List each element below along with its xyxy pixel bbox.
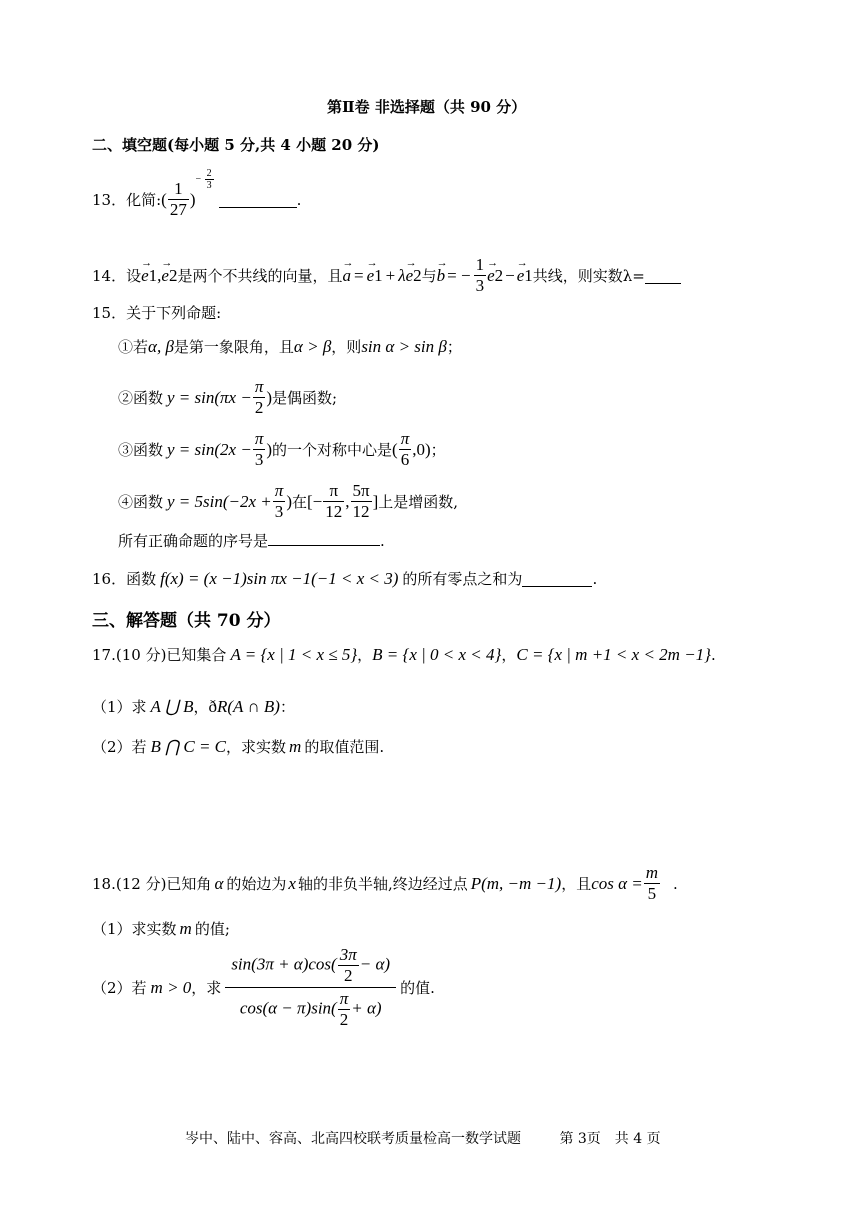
text: 是两个不共线的向量，且 (177, 267, 343, 286)
text: 是第一象限角，且 (173, 338, 294, 356)
math-expr: (A ∩ B) (227, 696, 280, 716)
text: 设 (126, 267, 142, 286)
text: ③函数 (118, 441, 164, 460)
numerator-part: − α) (359, 954, 391, 974)
set-c: C = {x | m +1 < x < 2m −1} (516, 644, 711, 664)
question-13: 13． 化简: ( $\frac{1}{27}$ ) − $\frac{2}{3}$ . (92, 167, 302, 219)
fraction-numerator: π (339, 989, 349, 1009)
math-expr: y = 5sin(−2x + (167, 491, 272, 511)
question-number: 16． (92, 570, 127, 588)
text: 的所有零点之和为 (402, 570, 523, 588)
equals: = (353, 265, 364, 285)
fraction-denominator: 12 (351, 501, 372, 522)
question-lead: 化简: (126, 191, 162, 210)
proposition-1 (118, 336, 462, 357)
text: 与 (421, 267, 437, 286)
question-14: 14． 设 → e 1 , → e 2 是两个不共线的向量，且 → a = → e 1 + λ → e 2 与 → b = − $\frac{1}{3}$ → e 2 − → e 1 共线，则实数λ= (92, 256, 681, 295)
paren: ( (392, 439, 398, 459)
question-number: 13． (92, 191, 127, 210)
math-vars: α, β (148, 336, 174, 356)
text: 已知角 (166, 875, 212, 894)
math-var: m (289, 736, 302, 756)
fraction-denominator: 6 (399, 449, 412, 470)
denominator-part: cos(α − π)sin( (239, 998, 337, 1018)
paren: ) (266, 387, 273, 407)
text: 是偶函数; (272, 389, 338, 408)
period: . (592, 569, 598, 588)
question-16 (92, 568, 597, 589)
bracket: ] (372, 491, 379, 511)
period: . (673, 874, 678, 893)
text: ，且 (561, 875, 592, 894)
set-a: A = {x | 1 < x ≤ 5} (230, 644, 358, 664)
math-var: α (214, 873, 224, 893)
text: 关于下列命题: (126, 304, 222, 322)
proposition-4 (118, 482, 458, 521)
text: 的一个对称中心是 (272, 441, 393, 460)
period: . (296, 190, 302, 209)
denominator-part: + α) (351, 998, 382, 1018)
text: ①若 (118, 338, 149, 356)
question-number: 15． (92, 304, 127, 322)
fraction-denominator: 3 (253, 449, 266, 470)
question-number: 17. (92, 645, 116, 664)
period: . (710, 645, 716, 664)
question-18 (92, 864, 678, 903)
fraction-denominator: 27 (169, 199, 187, 219)
exponent-numerator: 2 (206, 167, 212, 179)
math-condition: α > β (293, 336, 332, 356)
part-label: （1）求实数 (92, 920, 177, 938)
numerator-part: sin(3π + α)cos( (231, 954, 337, 974)
proposition-2 (118, 378, 337, 417)
comma: ， (193, 698, 209, 716)
fraction-denominator: 2 (253, 397, 266, 418)
fraction-numerator: 5π (352, 481, 370, 500)
set-b: B = {x | 0 < x < 4} (372, 644, 502, 664)
text: 已知集合 (166, 646, 227, 664)
point-end: ,0) (412, 439, 431, 459)
text: ④函数 (118, 493, 164, 512)
answer-blank[interactable] (522, 571, 592, 587)
math-condition: m > 0 (150, 977, 192, 997)
math-expr: y = sin(πx − (167, 387, 252, 407)
text: 上是增函数, (378, 493, 459, 512)
math-point: P(m, −m −1) (470, 873, 562, 893)
proposition-3 (118, 430, 446, 469)
part-label: （2）若 (92, 738, 147, 756)
section-heading-fill-blank: 二、填空题(每小题 5 分,共 4 小题 20 分) (92, 136, 380, 154)
text: ，则 (331, 338, 362, 356)
answer-blank[interactable] (268, 530, 380, 546)
question-18-part2 (92, 946, 435, 1029)
question-18-part1 (92, 918, 230, 939)
math-var: x (288, 873, 296, 893)
text: 的始边为 (226, 875, 287, 894)
text: ； (430, 441, 446, 460)
fraction-denominator: 5 (644, 883, 660, 904)
exponent-denominator: 3 (206, 179, 212, 191)
plus: + (385, 265, 396, 285)
part-label: （1）求 (92, 698, 147, 716)
math-var: m (179, 918, 192, 938)
big-fraction (225, 946, 396, 1029)
math-result: sin α > sin β (361, 336, 447, 356)
text: ： (279, 698, 295, 716)
text: 的取值范围. (304, 738, 385, 756)
fraction-numerator: π (254, 429, 264, 448)
period: . (380, 532, 385, 550)
math-expr: cos α = (591, 873, 643, 893)
footer-title: 岑中、陆中、容高、北高四校联考质量检高一数学试题 (185, 1131, 521, 1147)
fraction-numerator: π (274, 481, 284, 500)
math-expr: y = sin(2x − (167, 439, 252, 459)
answer-blank[interactable] (219, 192, 297, 208)
equals-minus: = − (447, 265, 471, 285)
fraction-numerator: π (400, 429, 410, 448)
text: ； (446, 338, 462, 356)
math-expr: B ⋂ C = C (150, 736, 227, 756)
text: 的值. (400, 979, 435, 998)
lambda: λ (398, 265, 406, 285)
text: 的值; (194, 920, 230, 938)
text: 在 (291, 493, 307, 512)
fraction-numerator: π (329, 481, 339, 500)
fraction-denominator: 12 (325, 501, 343, 521)
fraction-numerator: π (254, 377, 264, 396)
comma: ， (501, 646, 517, 664)
complement-subscript: R (216, 696, 228, 716)
section-heading-solve: 三、解答题（共 70 分） (92, 611, 281, 631)
paren: ) (266, 439, 273, 459)
math-expr: A ⋃ B (150, 696, 194, 716)
question-number: 14． (92, 267, 127, 286)
text: 函数 (126, 570, 157, 588)
question-number: 18. (92, 874, 116, 893)
footer (185, 1128, 661, 1148)
answer-blank[interactable] (645, 268, 681, 284)
complement-symbol: ð (208, 696, 217, 716)
fraction-numerator: 1 (475, 255, 485, 274)
fraction-numerator: 3π (339, 945, 357, 964)
fraction-numerator: 1 (174, 179, 183, 198)
comma: , (345, 491, 350, 511)
fraction-denominator: 3 (475, 275, 485, 295)
part-label: （2）若 (92, 979, 147, 998)
question-17-part2 (92, 736, 384, 757)
text: 所有正确命题的序号是 (118, 532, 269, 550)
bracket: [− (307, 491, 323, 511)
page-title: 第Ⅱ卷 非选择题（共 90 分） (327, 98, 527, 116)
question-17 (92, 644, 716, 665)
minus: − (505, 265, 515, 285)
text: ，求实数 (226, 738, 287, 756)
text: ②函数 (118, 389, 164, 408)
paren: ) (286, 491, 292, 511)
score: (10 分) (115, 646, 167, 664)
math-expr: f(x) = (x −1)sin πx −1(−1 < x < 3) (160, 568, 399, 588)
question-15-summary (118, 530, 385, 551)
text: ，求 (191, 979, 222, 998)
fraction-numerator: m (645, 863, 659, 882)
fraction-denominator: 2 (338, 1009, 351, 1030)
question-17-part1 (92, 696, 295, 717)
exponent-sign: − (195, 173, 202, 185)
score: (12 分) (115, 875, 167, 894)
fraction-denominator: 3 (273, 501, 286, 522)
question-15-lead (92, 302, 221, 323)
fraction-denominator: 2 (338, 965, 359, 986)
text: 共线，则实数λ= (532, 267, 645, 286)
page-number: 第 3页 共 4 页 (559, 1131, 661, 1147)
comma: ， (357, 646, 373, 664)
text: 轴的非负半轴,终边经过点 (297, 875, 468, 894)
